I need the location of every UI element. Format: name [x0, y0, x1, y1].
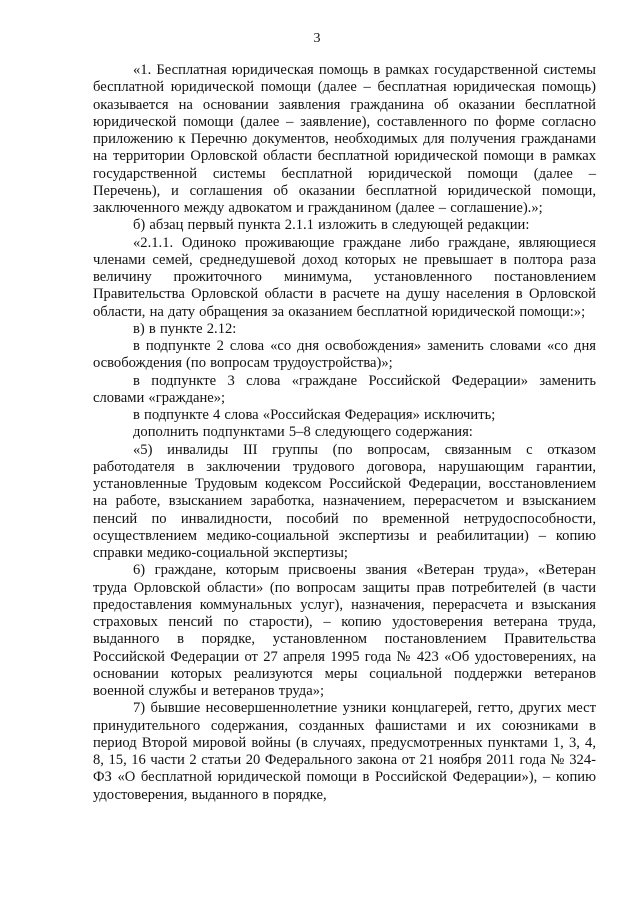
paragraph-item-5: «5) инвалиды III группы (по вопросам, связанным с отказом работодателя в заключении трудового договора, нарушающим гарантии, установленные Трудовым кодексом Российской Федерации, восстановлением на работе, взысканием заработка, назначением, перерасчетом и взысканием пенсий по инвалидности, пособий по временной нетрудоспособности, осуществлением медико-социальной экспертизы и реабилитации) – копию справки медико-социальной экспертизы; — [93, 441, 596, 561]
paragraph-subclause-3: в подпункте 3 слова «граждане Российской Федерации» заменить словами «граждане»; — [93, 372, 596, 406]
paragraph-item-7: 7) бывшие несовершеннолетние узники концлагерей, гетто, других мест принудительного содержания, созданных фашистами и их союзниками в период Второй мировой войны (в случаях, предусмотренных пунктами 1, 3, 4, 8, 15, 16 части 2 статьи 20 Федерального закона от 21 ноября 2011 года № 324-ФЗ «О бесплатной юридической помощи в Российской Федерации»), – копию удостоверения, выданного в порядке, — [93, 700, 596, 803]
paragraph-amendment-v: в) в пункте 2.12: — [133, 320, 237, 337]
page-number: 3 — [313, 31, 321, 46]
paragraph-clause-2-1-1: «2.1.1. Одиноко проживающие граждане либо граждане, являющиеся членами семей, среднедушевой доход которых не превышает в полтора раза величину прожиточного минимума, установленного постановлением Правительства Орловской области в расчете на душу населения в Орловской области, на дату обращения за оказанием бесплатной юридической помощи:»; — [93, 234, 596, 320]
paragraph-subclause-4: в подпункте 4 слова «Российская Федерация» исключить; — [133, 407, 496, 423]
paragraph-clause-1: «1. Бесплатная юридическая помощь в рамках государственной системы бесплатной юридической помощи (далее – бесплатная юридическая помощь) оказывается на основании заявления гражданина об оказании бесплатной юридической помощи (далее – заявление), составленного по форме согласно приложению к Перечню документов, необходимых для получения гражданами на территории Орловской области бесплатной юридической помощи в рамках государственной системы бесплатной юридической помощи (далее – Перечень), и соглашения об оказании бесплатной юридической помощи, заключенного между адвокатом и гражданином (далее – соглашение).»; — [93, 62, 596, 216]
paragraph-item-6: 6) граждане, которым присвоены звания «Ветеран труда», «Ветеран труда Орловской области» (по вопросам защиты прав потребителей (в части предоставления коммунальных услуг), назначения, перерасчета и взыскания страховых пенсий по старости), – копию удостоверения ветерана труда, выданного в порядке, установленном постановлением Правительства Российской Федерации от 27 апреля 1995 года № 423 «Об удостоверениях, на основании которых реализуются меры социальной поддержки ветеранов военной службы и ветеранов труда»; — [93, 562, 596, 699]
paragraph-amendment-b: б) абзац первый пункта 2.1.1 изложить в следующей редакции: — [133, 217, 530, 234]
paragraph-subclause-2: в подпункте 2 слова «со дня освобождения» заменить словами «со дня освобождения (по вопросам трудоустройства)»; — [93, 338, 596, 372]
document-body — [93, 62, 596, 804]
paragraph-add-subclauses: дополнить подпунктами 5–8 следующего содержания: — [133, 424, 473, 441]
